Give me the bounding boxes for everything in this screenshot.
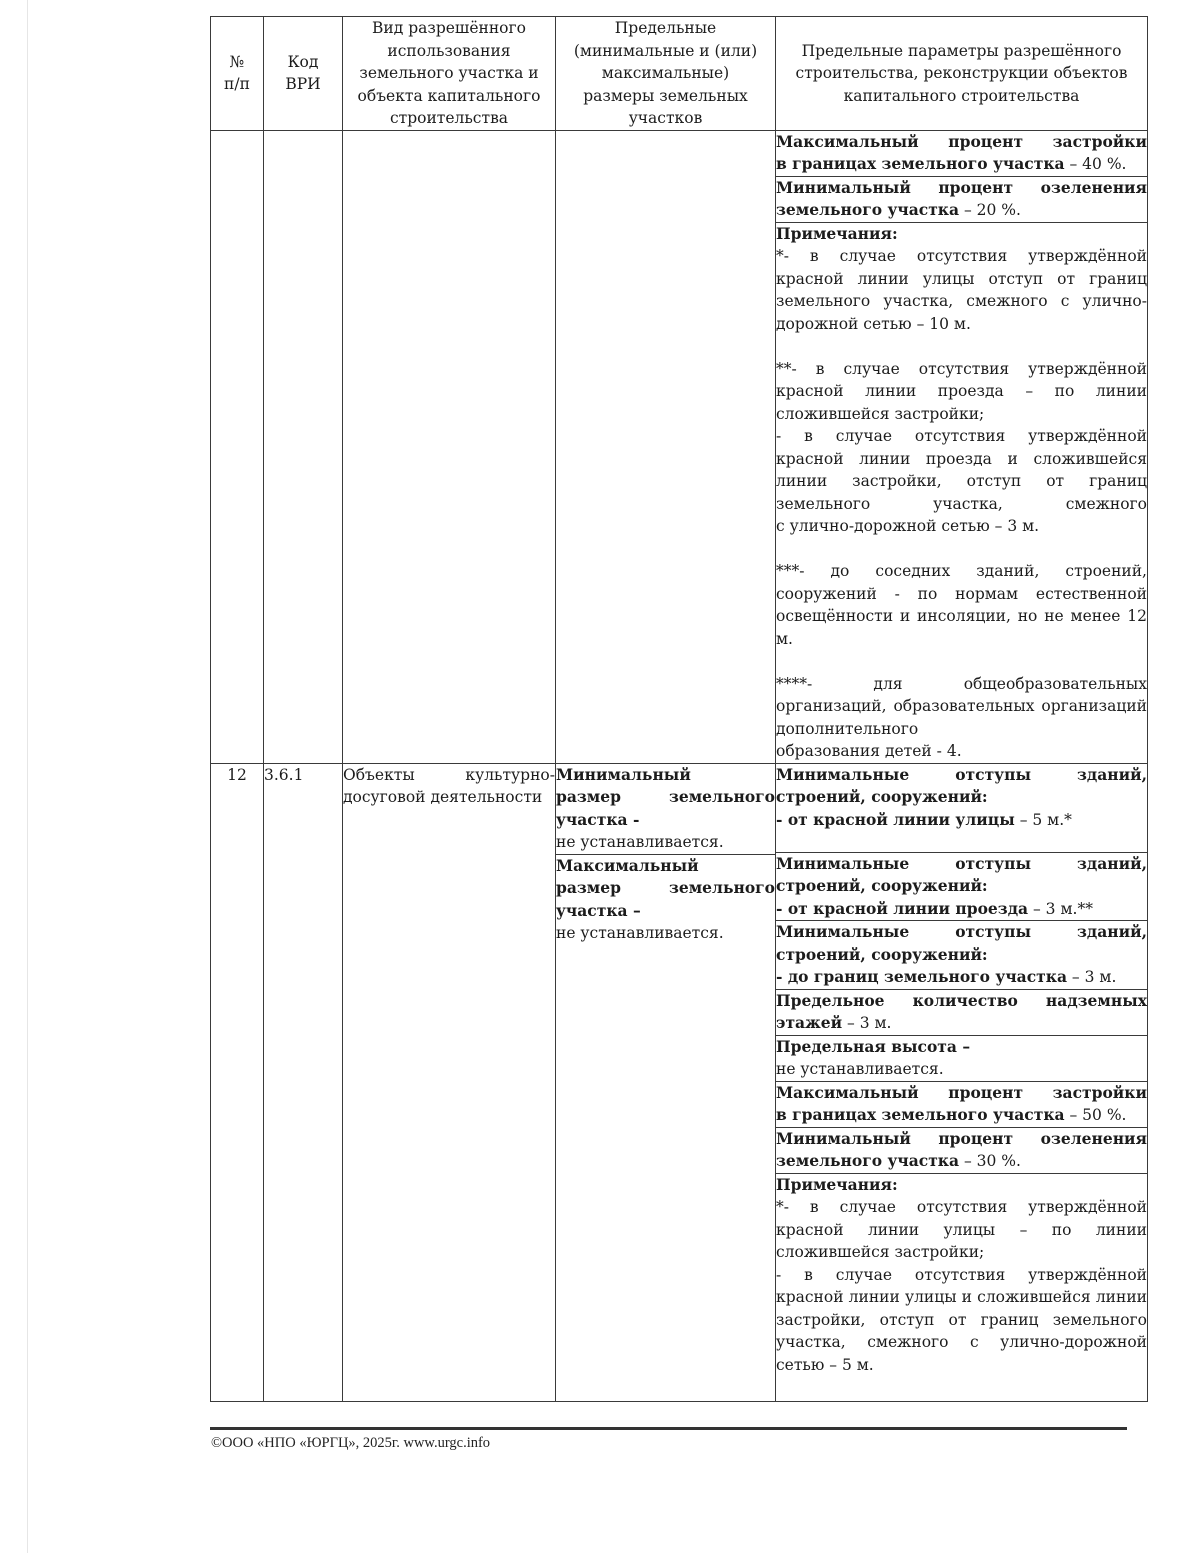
param-height: Предельная высота – не устанавливается. bbox=[776, 1035, 1147, 1081]
param-min-green-12: Минимальный процент озеленения земельного участка – 30 %. bbox=[776, 1127, 1147, 1173]
header-code: Код ВРИ bbox=[264, 17, 343, 131]
cell-code: 3.6.1 bbox=[264, 763, 343, 1401]
cell-number: 12 bbox=[211, 763, 264, 1401]
document-page bbox=[210, 16, 1147, 1402]
size-min: Минимальный размер земельного участка - не устанавливается. bbox=[556, 764, 775, 855]
param-max-build: Максимальный процент застройки в границах земельного участка – 40 %. bbox=[776, 131, 1147, 177]
footer-rule bbox=[210, 1427, 1127, 1430]
scan-edge bbox=[27, 0, 28, 1553]
cell-sizes bbox=[556, 763, 776, 1401]
notes-title-12: Примечания: bbox=[776, 1174, 898, 1194]
cell-code-empty bbox=[264, 130, 343, 763]
param-offset-drive: Минимальные отступы зданий, строений, сооружений: - от красной линии проезда – 3 м.** bbox=[776, 852, 1147, 921]
note-4b: образования детей - 4. bbox=[776, 742, 962, 760]
parameters-list-12 bbox=[776, 764, 1147, 1377]
note-2c: с улично-дорожной сетью – 3 м. bbox=[776, 517, 1040, 535]
table-header-row bbox=[211, 17, 1148, 131]
sizes-list bbox=[556, 764, 775, 945]
header-use-type: Вид разрешённого использования земельного участка и объекта капитального строительства bbox=[343, 17, 556, 131]
notes-block bbox=[776, 222, 1147, 763]
note-2b: - в случае отсутствия утверждённой красной линии проезда и сложившейся линии застройки, отступ от границ земельного участка, смежного bbox=[776, 427, 1147, 513]
cell-parameters bbox=[776, 130, 1148, 763]
cell-number-empty bbox=[211, 130, 264, 763]
cell-use-type bbox=[343, 763, 556, 1401]
note-1: *- в случае отсутствия утверждённой красной линии улицы отступ от границ земельного участка, смежного с улично-дорожной сетью – 10 м. bbox=[776, 247, 1147, 333]
cell-sizes-empty bbox=[556, 130, 776, 763]
vri-table bbox=[210, 16, 1148, 1402]
param-offset-boundary: Минимальные отступы зданий, строений, сооружений: - до границ земельного участка – 3 м. bbox=[776, 921, 1147, 990]
header-plot-sizes: Предельные (минимальные и (или) максимальные) размеры земельных участков bbox=[556, 17, 776, 131]
note-3: ***- до соседних зданий, строений, сооружений - по нормам естественной освещённости и инсоляции, но не менее 12 м. bbox=[776, 562, 1147, 648]
notes-title: Примечания: bbox=[776, 223, 898, 243]
note-12-1: *- в случае отсутствия утверждённой красной линии улицы – по линии сложившейся застройки; bbox=[776, 1198, 1147, 1261]
parameters-list bbox=[776, 131, 1147, 763]
footer-copyright: ©ООО «НПО «ЮРГЦ», 2025г. www.urgc.info bbox=[211, 1435, 491, 1451]
param-min-green: Минимальный процент озеленения земельного участка – 20 %. bbox=[776, 176, 1147, 222]
header-parameters: Предельные параметры разрешённого строительства, реконструкции объектов капитального строительства bbox=[776, 17, 1148, 131]
table-row-continued bbox=[211, 130, 1148, 763]
note-2a: **- в случае отсутствия утверждённой красной линии проезда – по линии сложившейся застройки; bbox=[776, 359, 1147, 423]
table-row-12 bbox=[211, 763, 1148, 1401]
notes-block-12 bbox=[776, 1173, 1147, 1376]
use-type-text: Объекты культурно-досуговой деятельности bbox=[343, 765, 555, 806]
note-12-2: - в случае отсутствия утверждённой красной линии улицы и сложившейся линии застройки, отступ от границ земельного участка, смежного с улично-дорожной сетью – 5 м. bbox=[776, 1265, 1147, 1374]
param-max-build-12: Максимальный процент застройки в границах земельного участка – 50 %. bbox=[776, 1081, 1147, 1127]
param-offset-street: Минимальные отступы зданий, строений, сооружений: - от красной линии улицы – 5 м.* bbox=[776, 764, 1147, 853]
cell-parameters-12 bbox=[776, 763, 1148, 1401]
param-floors: Предельное количество надземных этажей – 3 м. bbox=[776, 989, 1147, 1035]
cell-use-type-empty bbox=[343, 130, 556, 763]
size-max: Максимальный размер земельного участка – не устанавливается. bbox=[556, 855, 775, 942]
header-number: № п/п bbox=[211, 17, 264, 131]
note-4a: ****- для общеобразовательных организаций, образовательных организаций дополнительного bbox=[776, 674, 1147, 738]
